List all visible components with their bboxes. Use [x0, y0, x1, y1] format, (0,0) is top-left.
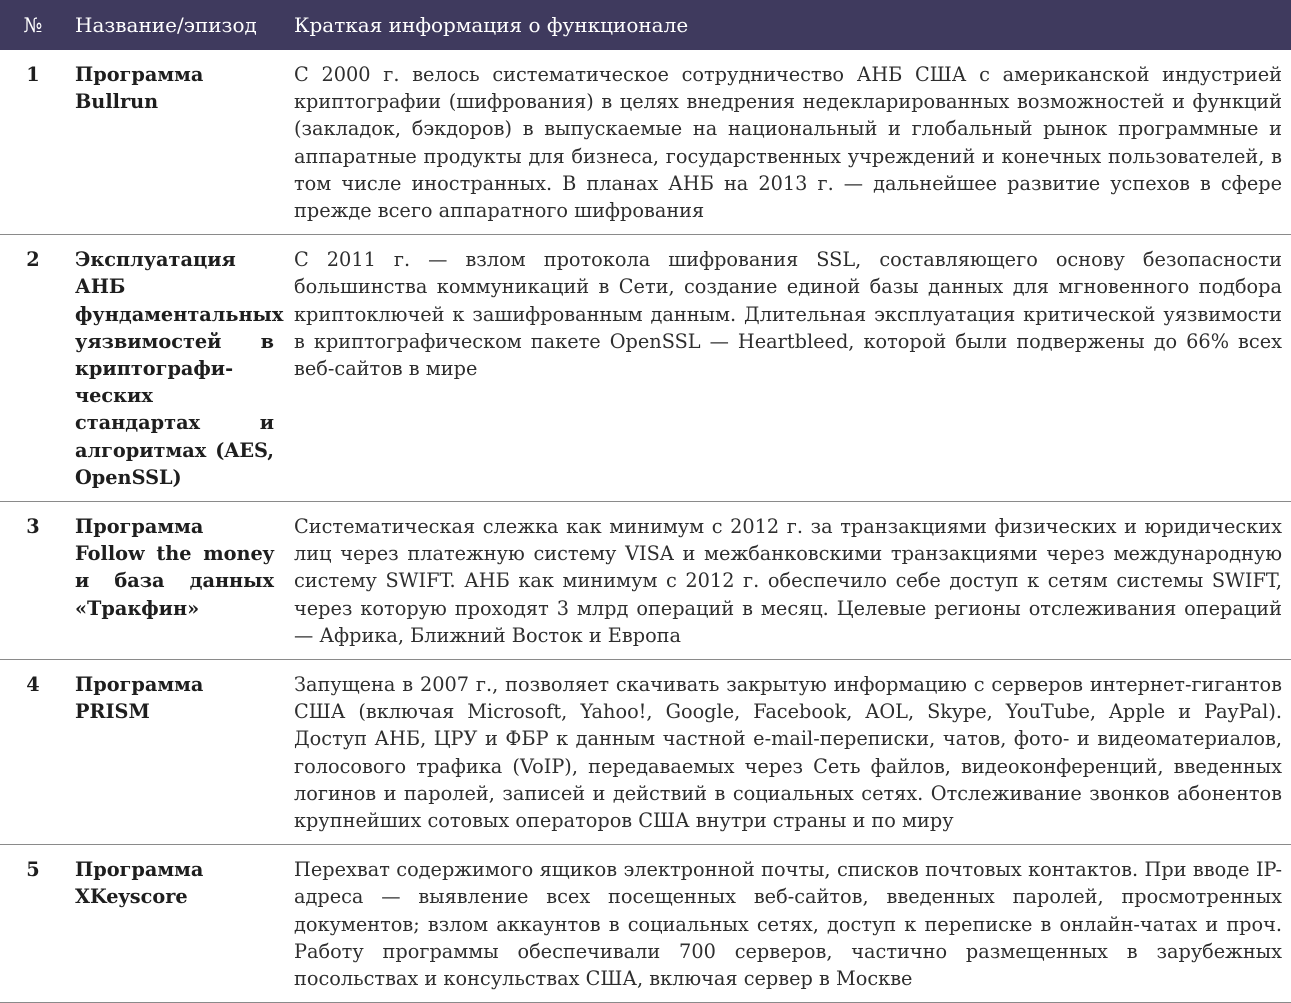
row-description: Запущена в 2007 г., позволяет скачивать закрытую информацию с серверов интернет-гигантов США (включая Microsoft, Yahoo!, Google, Facebook, AOL, Skype, YouTube, Apple и PayPal). Доступ АНБ, ЦРУ и ФБР к данным частной e-mail-переписки, чатов, фото- и видеоматериалов, голосового трафика (VoIP), передаваемых через Сеть файлов, видеоконференций, введенных логинов и паролей, записей и действий в социальных сетях. Отслеживание звонков абонентов крупнейших сотовых операторов США внутри страны и по миру	[286, 660, 1291, 845]
row-number: 2	[0, 235, 66, 502]
row-name	[66, 235, 286, 502]
row-description: Систематическая слежка как минимум с 2012 г. за транзакциями физических и юридических лиц через платежную систему VISA и межбанковскими транзакциями через международную систему SWIFT. АНБ как минимум с 2012 г. обеспечило себе доступ к сетям системы SWIFT, через которую проходят 3 млрд операций в месяц. Целевые регионы отслеживания операций — Африка, Ближний Восток и Европа	[286, 502, 1291, 660]
row-description: С 2011 г. — взлом протокола шифрования SSL, составляющего основу безопасности большинства коммуникаций в Сети, создание единой базы данных для мгновенного подбора криптоключей к зашифрованным данным. Длительная эксплуатация критической уязвимости в криптографическом пакете OpenSSL — Heartbleed, которой были подвержены до 66% всех веб-сайтов в мире	[286, 235, 1291, 502]
table-row	[0, 845, 1291, 1003]
row-name: Программа Follow the money и база данных «Тракфин»	[66, 502, 286, 660]
row-name: Программа Bullrun	[66, 50, 286, 235]
row-number: 5	[0, 845, 66, 1003]
table-header-row	[0, 0, 1291, 50]
row-description: Перехват содержимого ящиков электронной почты, списков почтовых контактов. При вводе IP-адреса — выявление всех посещенных веб-сайтов, введенных паролей, просмотренных документов; взлом аккаунтов в социальных сетях, доступ к переписке в онлайн-чатах и проч. Работу программы обеспечивали 700 серверов, частично размещенных в зарубежных посольствах и консульствах США, включая сервер в Москве	[286, 845, 1291, 1003]
row-number: 3	[0, 502, 66, 660]
row-number: 4	[0, 660, 66, 845]
header-name: Название/эпизод	[75, 13, 257, 37]
table-row	[0, 660, 1291, 845]
row-description: С 2000 г. велось систематическое сотрудничество АНБ США с американской индустрией криптографии (шифрования) в целях внедрения недекларированных возможностей и функций (закладок, бэкдоров) в выпускаемые на национальный и глобальный рынок программные и аппаратные продукты для бизнеса, государственных учреждений и конечных пользователей, в том числе иностранных. В планах АНБ на 2013 г. — дальнейшее развитие успехов в сфере прежде всего аппаратного шифрования	[286, 50, 1291, 235]
table-row	[0, 50, 1291, 235]
header-number: №	[23, 13, 43, 37]
row-name: Программа XKeyscore	[66, 845, 286, 1003]
row-name: Программа PRISM	[66, 660, 286, 845]
row-name-text: Эксплуатация АНБ фундаментальных уязвимостей в криптографических стандартах и алгоритмах (AES, OpenSSL)	[75, 248, 284, 489]
table-row	[0, 502, 1291, 660]
table-row	[0, 235, 1291, 502]
header-description: Краткая информация о функционале	[294, 13, 689, 37]
row-number: 1	[0, 50, 66, 235]
